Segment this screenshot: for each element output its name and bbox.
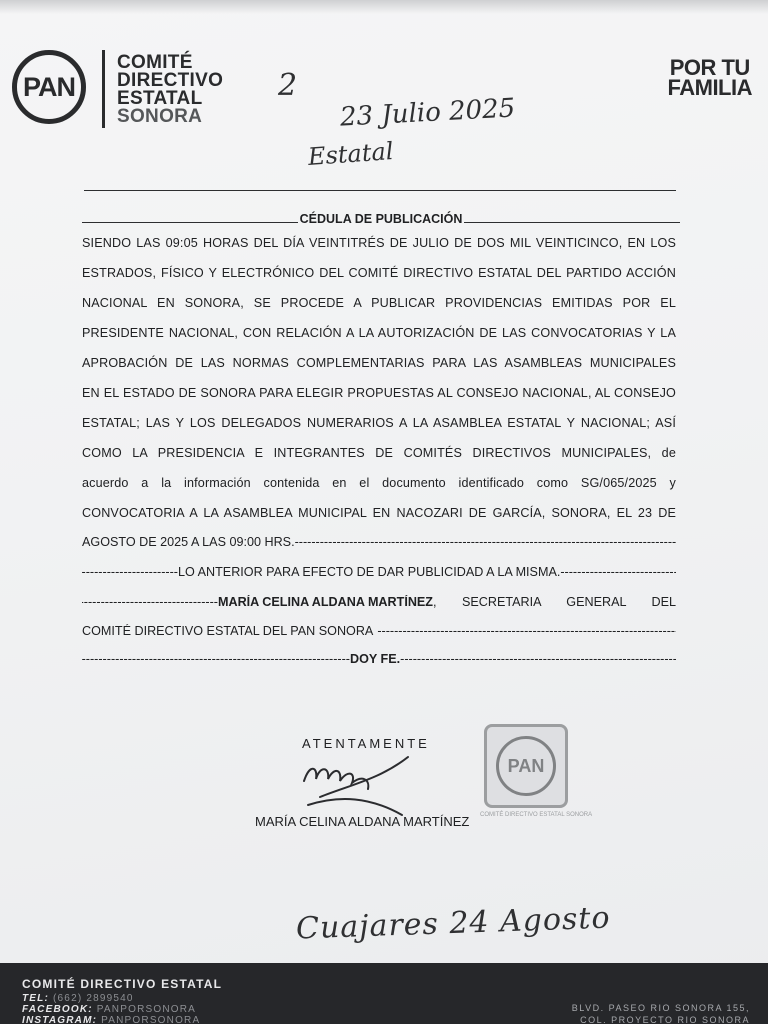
footer-contact-instagram [22,1015,200,1024]
seal-logo: PAN [496,736,556,796]
contact-label: FACEBOOK: [22,1004,93,1015]
handwritten-signature [290,745,420,825]
body-line: NACIONAL EN SONORA, SE PROCEDE A PUBLICAR PROVIDENCIAS EMITIDAS POR EL [82,296,676,310]
contact-value: PANPORSONORA [101,1015,201,1024]
closing-text: DOY FE. [350,652,401,666]
slogan-line: FAMILIA [667,75,752,100]
body-line: SIENDO LAS 09:05 HORAS DEL DÍA VEINTITRÉS DE JULIO DE DOS MIL VEINTICINCO, EN LOS [82,236,676,250]
secretary-line [82,595,676,609]
dash-fill [295,535,676,549]
pan-logo-text: PAN [22,71,75,102]
body-line: COMO LA PRESIDENCIA E INTEGRANTES DE COMITÉS DIRECTIVOS MUNICIPALES, de [82,446,676,460]
dash-fill [377,624,676,638]
body-line: ESTRADOS, FÍSICO Y ELECTRÓNICO DEL COMITÉ DIRECTIVO ESTATAL DEL PARTIDO ACCIÓN [82,266,676,280]
footer-contact-phone [22,993,134,1004]
slogan-line: POR TU [669,55,750,80]
title-underline-right [464,222,680,223]
closing-word: ATENTAMENTE [302,736,430,751]
body-line: CONVOCATORIA A LA ASAMBLEA MUNICIPAL EN NACOZARI DE GARCÍA, SONORA, EL 23 DE [82,506,676,520]
document-title-row [82,206,680,226]
dash-fill [560,565,676,579]
body-line: EN EL ESTADO DE SONORA PARA ELEGIR PROPUESTAS AL CONSEJO NACIONAL, AL CONSEJO [82,386,676,400]
body-line: APROBACIÓN DE LAS NORMAS COMPLEMENTARIAS PARA LAS ASAMBLEAS MUNICIPALES [82,356,676,370]
footer-band [0,963,768,1024]
org-name [117,54,223,126]
slogan [667,55,753,100]
effect-line-text: LO ANTERIOR PARA EFECTO DE DAR PUBLICIDAD A LA MISMA. [178,565,561,579]
org-name-line: COMITÉ [117,52,193,73]
footer-title: COMITÉ DIRECTIVO ESTATAL [22,977,223,991]
committee-line-text: COMITÉ DIRECTIVO ESTATAL DEL PAN SONORA [82,624,374,638]
footer-address-line: COL. PROYECTO RIO SONORA [580,1015,750,1024]
pan-logo [12,50,86,124]
committee-line [82,624,676,638]
seal-caption: COMITÉ DIRECTIVO ESTATAL SONORA [480,812,593,818]
handwritten-note: Cuajares 24 Agosto [295,900,612,947]
contact-value: (662) 2899540 [53,993,134,1004]
org-name-line: DIRECTIVO [117,70,224,91]
dash-fill [82,652,350,666]
signer-name: MARÍA CELINA ALDANA MARTÍNEZ [255,814,470,829]
top-rule [84,190,676,191]
effect-line [82,565,676,579]
party-seal [484,724,568,808]
footer-contact-facebook [22,1004,196,1015]
handwritten-date: 23 Julio 2025 [339,93,516,133]
document-title: CÉDULA DE PUBLICACIÓN [299,212,463,226]
body-line: ESTATAL; LAS Y LOS DELEGADOS NUMERARIOS A LA ASAMBLEA ESTATAL Y NACIONAL; ASÍ [82,416,676,430]
secretary-role: , SECRETARIA GENERAL DEL [433,595,676,609]
logo-divider [102,50,105,128]
contact-label: TEL: [22,993,50,1004]
handwritten-scope: Estatal [307,137,395,171]
title-underline-left [82,222,298,223]
contact-value: PANPORSONORA [96,1004,197,1015]
page-edge-shadow [0,0,768,14]
dash-fill [82,595,218,609]
org-name-line: ESTATAL [117,88,203,109]
body-line-last [82,535,676,549]
body-line: PRESIDENTE NACIONAL, CON RELACIÓN A LA AUTORIZACIÓN DE LAS CONVOCATORIAS Y LA [82,326,676,340]
footer-address-line: BLVD. PASEO RIO SONORA 155, [571,1003,750,1013]
contact-label: INSTAGRAM: [22,1015,98,1024]
secretary-name: MARÍA CELINA ALDANA MARTÍNEZ [218,595,434,609]
org-name-line: SONORA [117,106,203,127]
handwritten-number: 2 [278,68,298,103]
dash-fill [400,652,676,666]
closing-line [82,652,676,666]
body-line: acuerdo a la información contenida en el documento identificado como SG/065/2025 y [82,476,676,490]
dash-fill [82,565,178,579]
body-line-last-text: AGOSTO DE 2025 A LAS 09:00 HRS. [82,535,295,549]
